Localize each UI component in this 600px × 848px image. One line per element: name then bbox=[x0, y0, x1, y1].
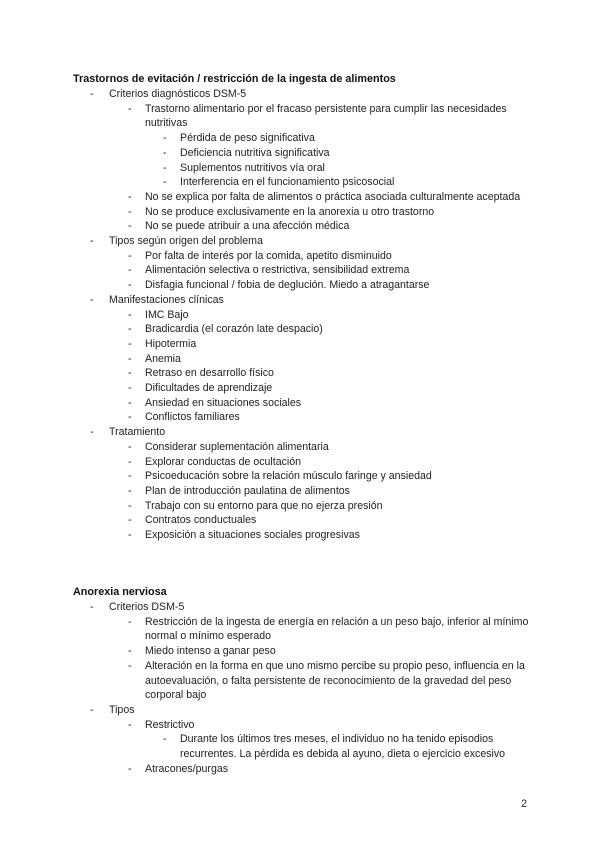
bullet-dash: - bbox=[128, 249, 132, 262]
section-anorexia-outline bbox=[0, 600, 600, 776]
group-label: Manifestaciones clínicas bbox=[109, 293, 224, 306]
list-item-text: Deficiencia nutritiva significativa bbox=[180, 146, 330, 159]
outline-item bbox=[0, 410, 600, 425]
sublist bbox=[0, 440, 600, 543]
sublist bbox=[0, 131, 600, 190]
bullet-dash: - bbox=[128, 220, 132, 233]
list-item-text: Dificultades de aprendizaje bbox=[145, 382, 273, 395]
list-item-text: No se explica por falta de alimentos o práctica asociada culturalmente aceptada bbox=[145, 190, 521, 203]
list-item-text: Restrictivo bbox=[145, 718, 195, 731]
bullet-dash: - bbox=[128, 659, 132, 672]
outline-item bbox=[0, 425, 600, 543]
bullet-dash: - bbox=[128, 470, 132, 483]
group-label: Tipos bbox=[109, 703, 135, 716]
list-item-text: No se puede atribuir a una afección médica bbox=[145, 220, 350, 233]
list-item-text: Durante los últimos tres meses, el individuo no ha tenido episodios recurrentes. La pérdida es debida al ayuno, dieta o ejercicio excesivo bbox=[180, 733, 506, 761]
section-arfid-outline bbox=[0, 87, 600, 543]
list-item-text: Disfagia funcional / fobia de deglución. Miedo a atragantarse bbox=[145, 279, 430, 292]
outline-item bbox=[0, 440, 600, 455]
sublist bbox=[0, 249, 600, 293]
outline-item bbox=[0, 308, 600, 323]
outline-item bbox=[0, 600, 600, 703]
bullet-dash: - bbox=[128, 718, 132, 731]
section-title-arfid: Trastornos de evitación / restricción de la ingesta de alimentos bbox=[73, 73, 396, 85]
bullet-dash: - bbox=[128, 529, 132, 542]
bullet-dash: - bbox=[128, 352, 132, 365]
bullet-dash: - bbox=[90, 293, 94, 306]
bullet-dash: - bbox=[128, 264, 132, 277]
list-item-text: Interferencia en el funcionamiento psicosocial bbox=[180, 176, 395, 189]
outline-item bbox=[0, 337, 600, 352]
sublist bbox=[0, 615, 600, 703]
page-number: 2 bbox=[521, 798, 527, 810]
list-item-text: Plan de introducción paulatina de alimentos bbox=[145, 484, 350, 497]
bullet-dash: - bbox=[163, 161, 167, 174]
outline-item bbox=[0, 381, 600, 396]
bullet-dash: - bbox=[128, 308, 132, 321]
bullet-dash: - bbox=[128, 190, 132, 203]
bullet-dash: - bbox=[128, 102, 132, 115]
list-item-text: Hipotermia bbox=[145, 337, 197, 350]
outline-item bbox=[0, 455, 600, 470]
outline-item bbox=[0, 718, 600, 762]
outline-item bbox=[0, 469, 600, 484]
sublist bbox=[0, 732, 600, 761]
list-item-text: Alteración en la forma en que uno mismo percibe su propio peso, influencia en la autoevaluación, o falta persistente de reconocimiento de la gravedad del peso corporal bajo bbox=[145, 659, 525, 702]
bullet-dash: - bbox=[128, 455, 132, 468]
list-item-text: Atracones/purgas bbox=[145, 762, 229, 775]
list-item-text: Miedo intenso a ganar peso bbox=[145, 645, 276, 658]
section-title-anorexia: Anorexia nerviosa bbox=[73, 586, 167, 598]
list-item-text: Contratos conductuales bbox=[145, 514, 257, 527]
list-item-text: Explorar conductas de ocultación bbox=[145, 455, 302, 468]
outline-item bbox=[0, 322, 600, 337]
bullet-dash: - bbox=[90, 426, 94, 439]
group-label: Criterios DSM-5 bbox=[109, 601, 185, 613]
list-item-text: Pérdida de peso significativa bbox=[180, 132, 315, 145]
outline-item bbox=[0, 762, 600, 777]
sublist bbox=[0, 718, 600, 777]
outline-item bbox=[0, 263, 600, 278]
bullet-dash: - bbox=[128, 323, 132, 336]
bullet-dash: - bbox=[128, 499, 132, 512]
list-item-text: No se produce exclusivamente en la anorexia u otro trastorno bbox=[145, 205, 435, 218]
outline-item bbox=[0, 249, 600, 264]
bullet-dash: - bbox=[128, 615, 132, 628]
outline-item bbox=[0, 499, 600, 514]
list-item-text: Considerar suplementación alimentaria bbox=[145, 440, 329, 453]
bullet-dash: - bbox=[128, 337, 132, 350]
list-item-text: Trastorno alimentario por el fracaso persistente para cumplir las necesidades nutritivas bbox=[145, 102, 507, 130]
bullet-dash: - bbox=[163, 146, 167, 159]
list-item-text: Conflictos familiares bbox=[145, 411, 240, 424]
bullet-dash: - bbox=[128, 484, 132, 497]
outline-item bbox=[0, 146, 600, 161]
bullet-dash: - bbox=[128, 367, 132, 380]
list-item-text: Por falta de interés por la comida, apetito disminuido bbox=[145, 249, 392, 262]
outline-item bbox=[0, 175, 600, 190]
outline-item bbox=[0, 234, 600, 293]
outline-item bbox=[0, 732, 600, 761]
outline-item bbox=[0, 644, 600, 659]
outline-item bbox=[0, 703, 600, 777]
bullet-dash: - bbox=[90, 235, 94, 248]
bullet-dash: - bbox=[90, 703, 94, 716]
outline-item bbox=[0, 278, 600, 293]
outline-item bbox=[0, 615, 600, 644]
bullet-dash: - bbox=[90, 601, 94, 613]
bullet-dash: - bbox=[163, 733, 167, 746]
list-item-text: Alimentación selectiva o restrictiva, sensibilidad extrema bbox=[145, 264, 410, 277]
outline-item bbox=[0, 190, 600, 205]
sublist bbox=[0, 102, 600, 234]
bullet-dash: - bbox=[128, 279, 132, 292]
bullet-dash: - bbox=[128, 396, 132, 409]
bullet-dash: - bbox=[128, 205, 132, 218]
list-item-text: Suplementos nutritivos vía oral bbox=[180, 161, 325, 174]
outline-item bbox=[0, 396, 600, 411]
list-item-text: Ansiedad en situaciones sociales bbox=[145, 396, 302, 409]
outline-item bbox=[0, 131, 600, 146]
bullet-dash: - bbox=[90, 88, 94, 100]
list-item-text: Retraso en desarrollo físico bbox=[145, 367, 274, 380]
bullet-dash: - bbox=[128, 382, 132, 395]
bullet-dash: - bbox=[163, 132, 167, 145]
list-item-text: Trabajo con su entorno para que no ejerza presión bbox=[145, 499, 383, 512]
list-item-text: Anemia bbox=[145, 352, 181, 365]
group-label: Tratamiento bbox=[109, 426, 166, 439]
group-label: Criterios diagnósticos DSM-5 bbox=[109, 88, 247, 100]
list-item-text: Bradicardia (el corazón late despacio) bbox=[145, 323, 323, 336]
group-label: Tipos según origen del problema bbox=[109, 235, 263, 248]
outline-item bbox=[0, 659, 600, 703]
bullet-dash: - bbox=[128, 762, 132, 775]
list-item-text: Exposición a situaciones sociales progresivas bbox=[145, 529, 360, 542]
outline-item bbox=[0, 219, 600, 234]
list-item-text: Psicoeducación sobre la relación músculo faringe y ansiedad bbox=[145, 470, 432, 483]
bullet-dash: - bbox=[163, 176, 167, 189]
bullet-dash: - bbox=[128, 514, 132, 527]
bullet-dash: - bbox=[128, 411, 132, 424]
outline-item bbox=[0, 484, 600, 499]
outline-item bbox=[0, 528, 600, 543]
list-item-text: IMC Bajo bbox=[145, 308, 189, 321]
outline-item bbox=[0, 205, 600, 220]
sublist bbox=[0, 308, 600, 426]
outline-item bbox=[0, 293, 600, 425]
outline-item bbox=[0, 352, 600, 367]
bullet-dash: - bbox=[128, 440, 132, 453]
bullet-dash: - bbox=[128, 645, 132, 658]
outline-item bbox=[0, 102, 600, 190]
outline-item bbox=[0, 161, 600, 176]
outline-item bbox=[0, 366, 600, 381]
outline-item bbox=[0, 513, 600, 528]
outline-item bbox=[0, 87, 600, 234]
list-item-text: Restricción de la ingesta de energía en relación a un peso bajo, inferior al mínimo normal o mínimo esperado bbox=[145, 615, 529, 643]
